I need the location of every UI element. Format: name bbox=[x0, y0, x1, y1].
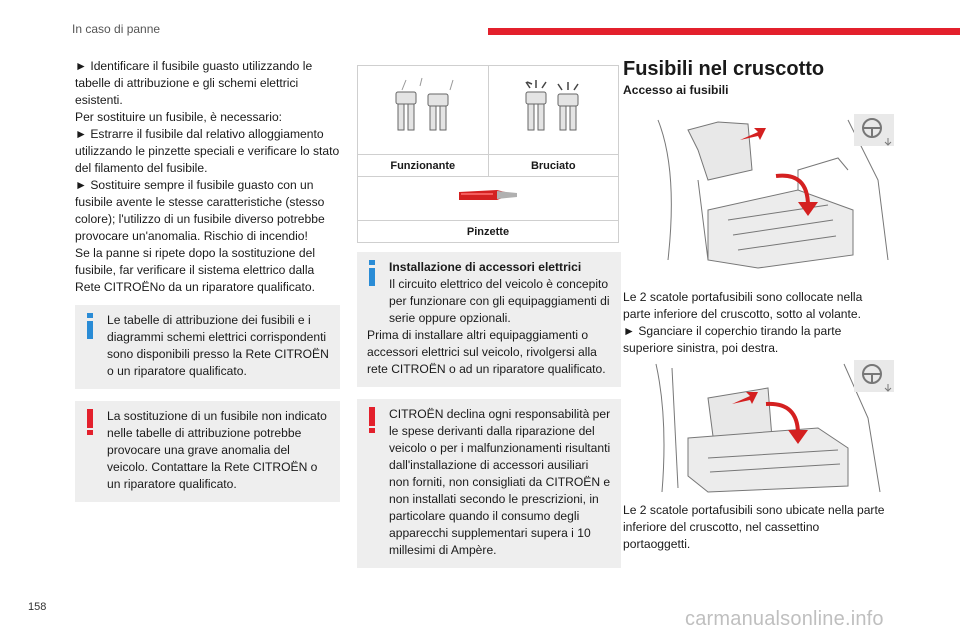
right-column bbox=[623, 56, 888, 99]
fuse-ok-illustration bbox=[358, 66, 489, 155]
dashboard-lower-illustration bbox=[648, 110, 896, 270]
fuse-box-glovebox-icon bbox=[648, 358, 896, 496]
accessories-note bbox=[357, 252, 621, 387]
header-accent-bar bbox=[488, 28, 960, 35]
warning-note bbox=[75, 401, 340, 502]
fuse-blown-illustration bbox=[488, 66, 619, 155]
right-text-block-2 bbox=[623, 502, 888, 553]
liability-warning-note bbox=[357, 399, 621, 568]
paragraph: ► Sganciare il coperchio tirando la parte superiore sinistra, poi destra. bbox=[623, 324, 842, 355]
paragraph: Se la panne si ripete dopo la sostituzione del fusibile, far verificare il sistema elettrico dalla Rete CITROËNo da un riparatore qualificato. bbox=[75, 246, 316, 294]
page-number: 158 bbox=[28, 601, 47, 613]
glovebox-illustration bbox=[648, 358, 896, 496]
fuse-ok-label: Funzionante bbox=[358, 155, 489, 177]
info-note-text: Le tabelle di attribuzione dei fusibili e i diagrammi schemi elettrici corrispondenti sono disponibili presso la Rete CITROËN o un riparatore qualificato. bbox=[107, 313, 329, 378]
fuse-ok-icon bbox=[378, 74, 468, 144]
watermark: carmanualsonline.info bbox=[685, 608, 884, 630]
tweezers-illustration bbox=[358, 177, 619, 221]
info-icon bbox=[83, 313, 97, 339]
fuse-box-under-steering-icon bbox=[648, 110, 896, 270]
info-icon bbox=[365, 260, 379, 286]
tweezers-icon bbox=[453, 184, 523, 210]
accessories-note-body2: Prima di installare altri equipaggiamenti o accessori elettrici sul veicolo, rivolgersi alla rete CITROËN o ad un riparatore qualificato. bbox=[367, 328, 606, 376]
paragraph: Per sostituire un fusibile, è necessario: bbox=[75, 110, 283, 124]
tweezers-label: Pinzette bbox=[358, 221, 619, 243]
liability-warning-text: CITROËN declina ogni responsabilità per le spese derivanti dalla riparazione del veicolo o per i malfunzionamenti risultanti dall'installazione di accessori ausiliari non forniti, non consigliati da CITROËN e non installati secondo le prescrizioni, in particolare quando il consumo degli apparecchi supplementari supera i 10 millesimi di Ampère. bbox=[389, 407, 611, 557]
accessories-note-body: Il circuito elettrico del veicolo è concepito per funzionare con gli equipaggiamenti di serie oppure opzionali. bbox=[389, 277, 610, 325]
paragraph: ► Sostituire sempre il fusibile guasto con un fusibile avente le stesse caratteristiche (stesso colore); l'utilizzo di un fusibile diverso potrebbe provocare un'anomalia. Rischio di incendio! bbox=[75, 178, 325, 243]
paragraph: ► Estrarre il fusibile dal relativo alloggiamento utilizzando le pinzette speciali e verificare lo stato del filamento del fusibile. bbox=[75, 127, 340, 175]
middle-column bbox=[357, 65, 621, 568]
section-subtitle: Accesso ai fusibili bbox=[623, 83, 729, 97]
fuse-blown-label: Bruciato bbox=[488, 155, 619, 177]
paragraph: Le 2 scatole portafusibili sono collocate nella parte inferiore del cruscotto, sotto al volante. bbox=[623, 290, 863, 321]
paragraph: ► Identificare il fusibile guasto utilizzando le tabelle di attribuzione e gli schemi elettrici esistenti. bbox=[75, 59, 313, 107]
left-column bbox=[75, 58, 340, 502]
page-header-title: In caso di panne bbox=[72, 22, 161, 36]
accessories-note-title: Installazione di accessori elettrici bbox=[389, 260, 582, 274]
fuse-blown-icon bbox=[508, 74, 598, 144]
fuse-table bbox=[357, 65, 619, 243]
section-title: Fusibili nel cruscotto bbox=[623, 58, 825, 80]
warning-icon bbox=[83, 409, 97, 435]
warning-icon bbox=[365, 407, 379, 433]
info-note bbox=[75, 305, 340, 389]
paragraph: Le 2 scatole portafusibili sono ubicate nella parte inferiore del cruscotto, nel cassettino portaoggetti. bbox=[623, 503, 885, 551]
right-text-block-1 bbox=[623, 289, 888, 357]
warning-note-text: La sostituzione di un fusibile non indicato nelle tabelle di attribuzione potrebbe provocare una grave anomalia del veicolo. Contattare la Rete CITROËN o un riparatore qualificato. bbox=[107, 409, 327, 491]
